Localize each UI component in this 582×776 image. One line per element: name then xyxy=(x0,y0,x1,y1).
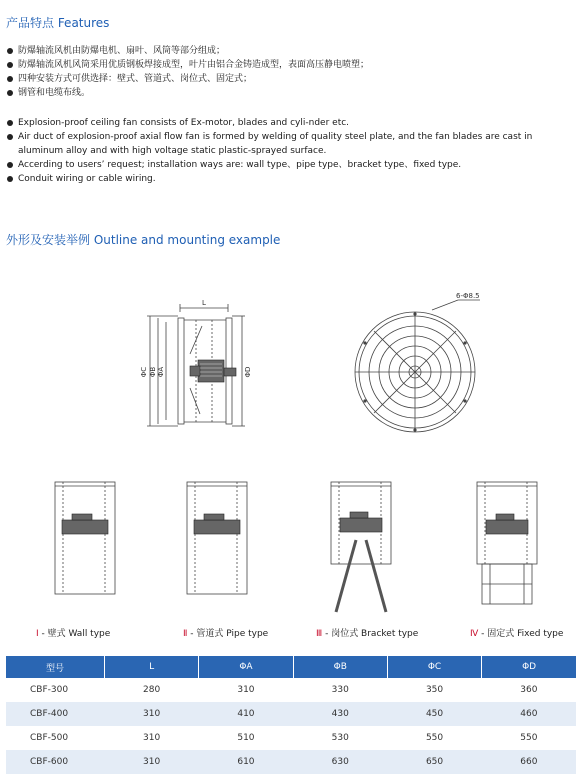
fan-side-view-drawing xyxy=(130,296,260,436)
table-row xyxy=(6,750,576,774)
table-cell: 450 xyxy=(387,702,481,726)
table-cell: 460 xyxy=(482,702,576,726)
mounting-holes-label: 6-Φ8.5 xyxy=(456,292,480,300)
wall-type-label: - 壁式 Wall type xyxy=(38,629,111,639)
table-cell: 630 xyxy=(293,750,387,774)
wall-type-roman: Ⅰ xyxy=(36,629,39,639)
table-cell: 650 xyxy=(387,750,481,774)
dim-c-label: ΦC xyxy=(140,366,148,378)
table-cell: CBF-600 xyxy=(6,750,105,774)
table-cell: CBF-500 xyxy=(6,726,105,750)
table-cell: 310 xyxy=(199,678,293,702)
spec-table-header-row xyxy=(6,656,576,678)
feature-en-item: Explosion-proof ceiling fan consists of Ex-motor, blades and cyli-nder etc. xyxy=(6,116,578,130)
features-cn-list xyxy=(6,44,578,100)
feature-en-item: Conduit wiring or cable wiring. xyxy=(6,172,578,186)
bracket-type-drawing xyxy=(326,478,396,618)
table-cell: 510 xyxy=(199,726,293,750)
dim-a-label: ΦA xyxy=(157,366,165,378)
table-cell: 610 xyxy=(199,750,293,774)
bracket-type-caption xyxy=(316,626,418,639)
table-row xyxy=(6,726,576,750)
table-cell: 350 xyxy=(387,678,481,702)
table-cell: 550 xyxy=(482,726,576,750)
feature-cn-item: 防爆轴流风机风筒采用优质钢板焊接成型，叶片由铝合金铸造成型，表面高压静电喷塑； xyxy=(6,58,578,72)
dim-l-label: L xyxy=(202,299,206,307)
table-cell: 550 xyxy=(387,726,481,750)
pipe-type-caption xyxy=(183,626,268,639)
col-header-l: L xyxy=(105,656,199,678)
table-cell: 330 xyxy=(293,678,387,702)
col-header-c: ΦC xyxy=(387,656,481,678)
bracket-type-label: - 岗位式 Bracket type xyxy=(322,629,419,639)
col-header-a: ΦA xyxy=(199,656,293,678)
feature-en-item: Air duct of explosion-proof axial flow fan is formed by welding of quality steel plate, and the fan blades are cast in aluminum alloy and with high voltage static plastic-sprayed surface. xyxy=(6,130,578,158)
features-heading: 产品特点 Features xyxy=(6,16,110,30)
pipe-type-drawing xyxy=(182,478,252,598)
table-cell: CBF-400 xyxy=(6,702,105,726)
pipe-type-roman: Ⅱ xyxy=(183,629,188,639)
table-cell: 410 xyxy=(199,702,293,726)
col-header-model: 型号 xyxy=(6,656,105,678)
bracket-type-roman: Ⅲ xyxy=(316,629,323,639)
fixed-type-drawing xyxy=(472,478,542,608)
table-row xyxy=(6,702,576,726)
fan-front-view-drawing xyxy=(340,292,500,440)
table-cell: 360 xyxy=(482,678,576,702)
fixed-type-caption xyxy=(470,626,563,639)
fixed-type-roman: Ⅳ xyxy=(470,629,479,639)
features-en-list xyxy=(6,116,578,186)
dim-d-label: ΦD xyxy=(244,366,252,378)
dim-b-label: ΦB xyxy=(149,366,157,378)
fixed-type-label: - 固定式 Fixed type xyxy=(478,629,564,639)
wall-type-caption xyxy=(36,626,110,639)
table-cell: 660 xyxy=(482,750,576,774)
pipe-type-label: - 管道式 Pipe type xyxy=(187,629,269,639)
feature-en-item: Accerding to users’ request; installation ways are: wall type、pipe type、bracket type、fixed type. xyxy=(6,158,578,172)
col-header-d: ΦD xyxy=(482,656,576,678)
table-cell: 310 xyxy=(105,702,199,726)
feature-cn-item: 钢管和电缆布线。 xyxy=(6,86,578,100)
feature-cn-item: 防爆轴流风机由防爆电机、扇叶、风筒等部分组成； xyxy=(6,44,578,58)
table-cell: 310 xyxy=(105,726,199,750)
outline-heading: 外形及安装举例 Outline and mounting example xyxy=(6,233,281,247)
table-cell: CBF-300 xyxy=(6,678,105,702)
table-cell: 310 xyxy=(105,750,199,774)
col-header-b: ΦB xyxy=(293,656,387,678)
spec-table xyxy=(6,656,576,774)
table-cell: 280 xyxy=(105,678,199,702)
table-cell: 430 xyxy=(293,702,387,726)
feature-cn-item: 四种安装方式可供选择：壁式、管道式、岗位式、固定式； xyxy=(6,72,578,86)
table-row xyxy=(6,678,576,702)
table-cell: 530 xyxy=(293,726,387,750)
wall-type-drawing xyxy=(50,478,120,598)
